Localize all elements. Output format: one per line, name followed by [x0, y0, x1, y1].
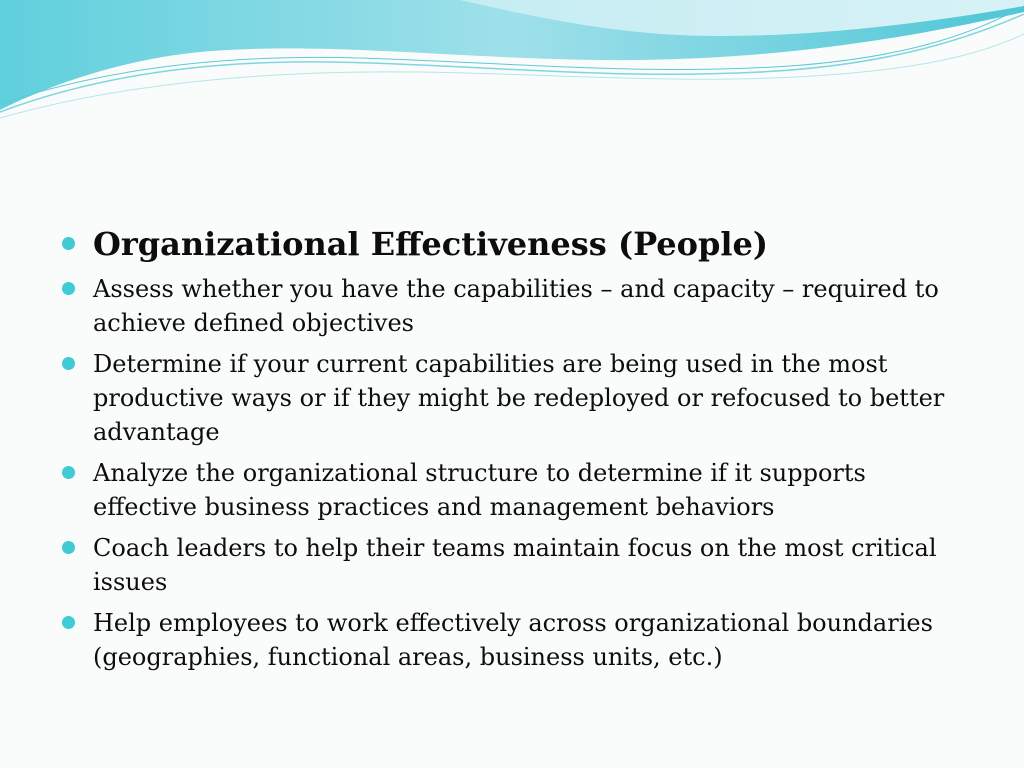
bullet-text: Assess whether you have the capabilities – and capacity – required to achieve defined objectives	[93, 275, 939, 337]
wave-header-decoration	[0, 0, 1024, 130]
bullet-item	[60, 272, 960, 340]
bullet-dot-icon	[62, 237, 75, 250]
bullet-item	[60, 531, 960, 599]
bullet-dot-icon	[62, 541, 75, 554]
bullet-dot-icon	[62, 282, 75, 295]
bullet-text: Coach leaders to help their teams maintain focus on the most critical issues	[93, 534, 937, 596]
bullet-item	[60, 456, 960, 524]
bullet-item	[60, 606, 960, 674]
bullet-text: Analyze the organizational structure to determine if it supports effective business practices and management behaviors	[93, 459, 866, 521]
bullet-text: Help employees to work effectively across organizational boundaries (geographies, functional areas, business units, etc.)	[93, 609, 933, 671]
bullet-dot-icon	[62, 616, 75, 629]
bullet-item	[60, 347, 960, 449]
bullet-text: Organizational Effectiveness (People)	[93, 225, 769, 263]
bullet-dot-icon	[62, 466, 75, 479]
bullet-list	[60, 220, 960, 681]
bullet-item-heading	[60, 220, 960, 268]
bullet-dot-icon	[62, 357, 75, 370]
bullet-text: Determine if your current capabilities are being used in the most productive ways or if they might be redeployed or refocused to better advantage	[93, 350, 945, 446]
